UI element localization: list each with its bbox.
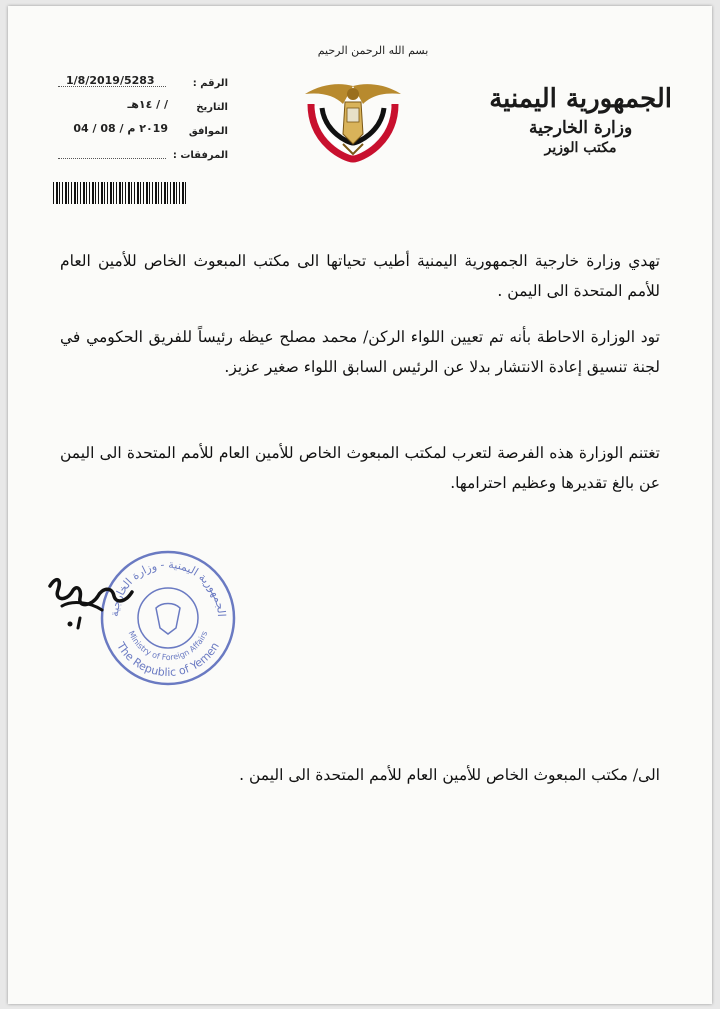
dotted-line xyxy=(58,158,166,159)
barcode-icon xyxy=(53,182,188,204)
recipient-address: الى/ مكتب المبعوث الخاص للأمين العام للأمم المتحدة الى اليمن . xyxy=(239,766,660,784)
date-label: التاريخ xyxy=(196,102,228,113)
ministry-name: وزارة الخارجية xyxy=(528,118,633,138)
date-row xyxy=(38,96,228,120)
eagle-emblem-icon xyxy=(291,74,416,164)
attachments-label: المرفقات : xyxy=(172,150,228,161)
number-label: الرقم : xyxy=(192,78,228,89)
signature-icon xyxy=(42,566,137,636)
paragraph-notification: تود الوزارة الاحاطة بأنه تم تعيين اللواء الركن/ محمد مصلح عيظه رئيساً للفريق الحكومي في لجنة تنسيق إعادة الانتشار بدلا عن الرئيس السابق اللواء صغير عزيز. xyxy=(60,328,660,376)
attachments-row xyxy=(38,144,228,168)
date-value: / / ١٤هـ xyxy=(127,98,168,111)
reference-block xyxy=(38,72,228,168)
corresponding-value: ٢٠19 م / 08 / 04 xyxy=(73,122,168,135)
republic-name: الجمهورية اليمنية xyxy=(489,84,672,114)
basmala: بسم الله الرحمن الرحيم xyxy=(317,44,429,57)
office-name: مكتب الوزير xyxy=(544,140,617,156)
paragraph-greeting: تهدي وزارة خارجية الجمهورية اليمنية أطيب تحياتها الى مكتب المبعوث الخاص للأمين العام للأمم المتحدة الى اليمن . xyxy=(60,252,660,300)
letter-page xyxy=(8,6,712,1004)
number-row xyxy=(38,72,228,96)
corresponding-label: الموافق xyxy=(188,126,228,137)
stamp-arabic-text: الجمهورية اليمنية - وزارة الخارجية xyxy=(107,557,228,618)
stamp-english-top: Ministry of Foreign Affairs xyxy=(126,629,210,663)
dotted-line xyxy=(58,86,166,87)
stamp-english-bottom: The Republic of Yemen xyxy=(114,640,222,680)
ministry-header xyxy=(489,84,672,156)
number-value: 1/8/2019/5283 xyxy=(66,74,155,87)
corresponding-row xyxy=(38,120,228,144)
paragraph-closing: تغتنم الوزارة هذه الفرصة لتعرب لمكتب المبعوث الخاص للأمين العام للأمم المتحدة الى اليمن عن بالغ تقديرها وعظيم احترامها. xyxy=(60,444,660,492)
